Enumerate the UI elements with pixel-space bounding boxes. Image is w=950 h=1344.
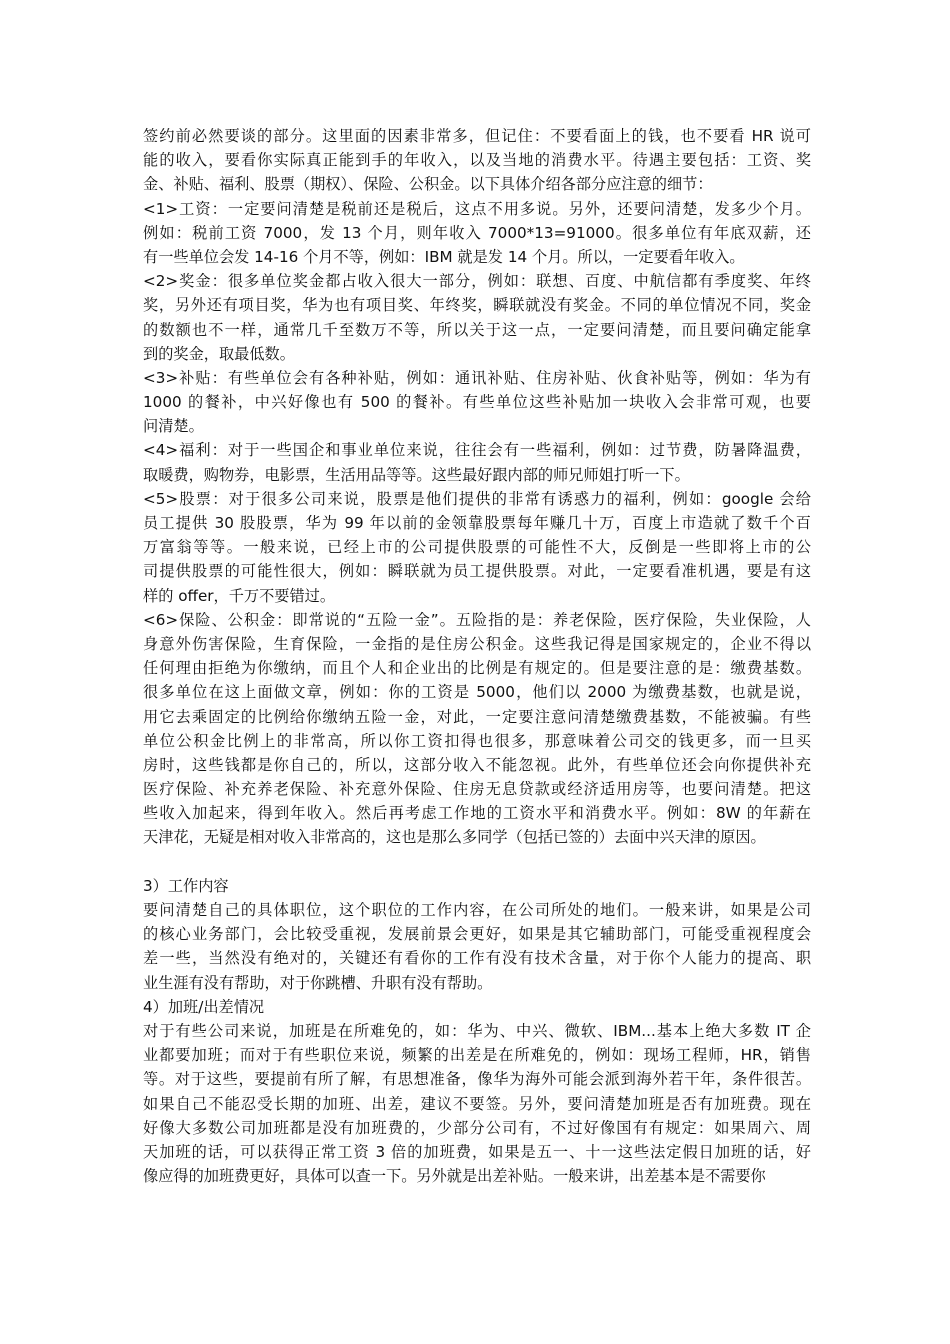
text-line: <4>福利：对于一些国企和事业单位来说，往往会有一些福利，例如：过节费，防暑降温费， [143,441,811,460]
text-line: 房时，这些钱都是你自己的，所以，这部分收入不能忽视。此外，有些单位还会向你提供补充 [143,755,811,774]
text-line: 的核心业务部门，会比较受重视，发展前景会更好，如果是其它辅助部门，可能受重视程度会 [143,925,811,944]
text-line: 好像大多数公司加班都是没有加班费的，少部分公司有，不过好像国有有规定：如果周六、周 [143,1118,811,1137]
text-line: <2>奖金：很多单位奖金都占收入很大一部分，例如：联想、百度、中航信都有季度奖、年终 [143,272,811,291]
text-line: 用它去乘固定的比例给你缴纳五险一金，对此，一定要注意问清楚缴费基数，不能被骗。有些 [143,707,811,726]
text-line: 金、补贴、福利、股票（期权）、保险、公积金。以下具体介绍各部分应注意的细节： [143,175,713,194]
paragraph [143,487,811,608]
text-line: 如果自己不能忍受长期的加班、出差，建议不要签。另外，要问清楚加班是否有加班费。现在 [143,1094,811,1113]
text-line: 要问清楚自己的具体职位，这个职位的工作内容，在公司所处的地们。一般来讲，如果是公司 [143,901,811,919]
text-line: 样的 offer，千万不要错过。 [143,586,336,605]
paragraph-gap [143,850,811,874]
text-line: 到的奖金，取最低数。 [143,344,295,363]
text-line: 3）工作内容 [143,876,229,895]
paragraph [143,438,811,486]
text-line: 取暖费，购物券，电影票，生活用品等等。这些最好跟内部的师兄师姐打听一下。 [143,465,690,484]
text-line: 像应得的加班费更好，具体可以查一下。另外就是出差补贴。一般来讲，出差基本是不需要你 [143,1167,766,1186]
text-line: 司提供股票的可能性很大，例如：瞬联就为员工提供股票。对此，一定要看准机遇，要是有这 [143,562,811,581]
text-line: 对于有些公司来说，加班是在所难免的，如：华为、中兴、微软、IBM...基本上绝大多数 IT 企 [143,1021,811,1040]
paragraph [143,1019,811,1188]
text-line: 些收入加起来，得到年收入。然后再考虑工作地的工资水平和消费水平。例如：8W 的年薪在 [143,804,811,823]
paragraph [143,269,811,366]
text-line: 等。对于这些，要提前有所了解，有思想准备，像华为海外可能会派到海外若干年，条件很苦。 [143,1070,811,1089]
text-line: 4）加班/出差情况 [143,997,265,1016]
paragraph [143,608,811,850]
paragraph [143,995,811,1019]
text-line: 问清楚。 [143,417,204,436]
paragraph [143,366,811,439]
text-line: <3>补贴：有些单位会有各种补贴，例如：通讯补贴、住房补贴、伙食补贴等，例如：华为有 [143,368,811,387]
text-line: 万富翁等等。一般来说，已经上市的公司提供股票的可能性不大，反倒是一些即将上市的公 [143,538,811,557]
paragraph [143,124,811,197]
text-line: 签约前必然要谈的部分。这里面的因素非常多，但记住：不要看面上的钱，也不要看 HR 说可 [143,127,811,145]
text-line: 的数额也不一样，通常几千至数万不等，所以关于这一点，一定要问清楚，而且要问确定能拿 [143,320,811,339]
text-line: 天加班的话，可以获得正常工资 3 倍的加班费，如果是五一、十一这些法定假日加班的话，好 [143,1142,811,1161]
text-line: 员工提供 30 股股票，华为 99 年以前的金领靠股票每年赚几十万，百度上市造就了数千个百 [143,514,811,532]
text-line: 有一些单位会发 14-16 个月不等，例如：IBM 就是发 14 个月。所以，一定要看年收入。 [143,247,745,266]
text-line: 任何理由拒绝为你缴纳，而且个人和企业出的比例是有规定的。但是要注意的是：缴费基数。 [143,659,811,678]
text-line: 奖，另外还有项目奖，华为也有项目奖、年终奖，瞬联就没有奖金。不同的单位情况不同，奖金 [143,296,811,315]
text-line: 能的收入，要看你实际真正能到手的年收入，以及当地的消费水平。待遇主要包括：工资、奖 [143,151,811,170]
text-line: 例如：税前工资 7000，发 13 个月，则年收入 7000*13=91000。很多单位有年底双薪，还 [143,223,811,242]
text-line: 差一些，当然没有绝对的，关键还有看你的工作有没有技术含量，对于你个人能力的提高、职 [143,949,811,968]
paragraph [143,874,811,898]
text-line: 1000 的餐补，中兴好像也有 500 的餐补。有些单位这些补贴加一块收入会非常可观，也要 [143,393,811,412]
text-line: 身意外伤害保险，生育保险，一金指的是住房公积金。这些我记得是国家规定的，企业不得以 [143,634,811,653]
text-line: <6>保险、公积金：即常说的“五险一金”。五险指的是：养老保险，医疗保险，失业保险，人 [143,610,811,629]
text-line: <5>股票：对于很多公司来说，股票是他们提供的非常有诱惑力的福利，例如：google 会给 [143,489,811,508]
text-line: 业都要加班；而对于有些职位来说，频繁的出差是在所难免的，例如：现场工程师，HR，销售 [143,1046,811,1065]
text-line: 天津花，无疑是相对收入非常高的，这也是那么多同学（包括已签的）去面中兴天津的原因。 [143,828,766,847]
text-line: 医疗保险、补充养老保险、补充意外保险、住房无息贷款或经济适用房等，也要问清楚。把这 [143,780,811,799]
text-line: 单位公积金比例上的非常高，所以你工资扣得也很多，那意味着公司交的钱更多，而一旦买 [143,731,811,750]
text-line: <1>工资：一定要问清楚是税前还是税后，这点不用多说。另外，还要问清楚，发多少个月。 [143,199,811,218]
paragraph [143,197,811,270]
document-page [143,124,811,1188]
paragraph [143,898,811,995]
text-line: 很多单位在这上面做文章，例如：你的工资是 5000，他们以 2000 为缴费基数，也就是说， [143,683,811,702]
text-line: 业生涯有没有帮助，对于你跳槽、升职有没有帮助。 [143,973,493,992]
